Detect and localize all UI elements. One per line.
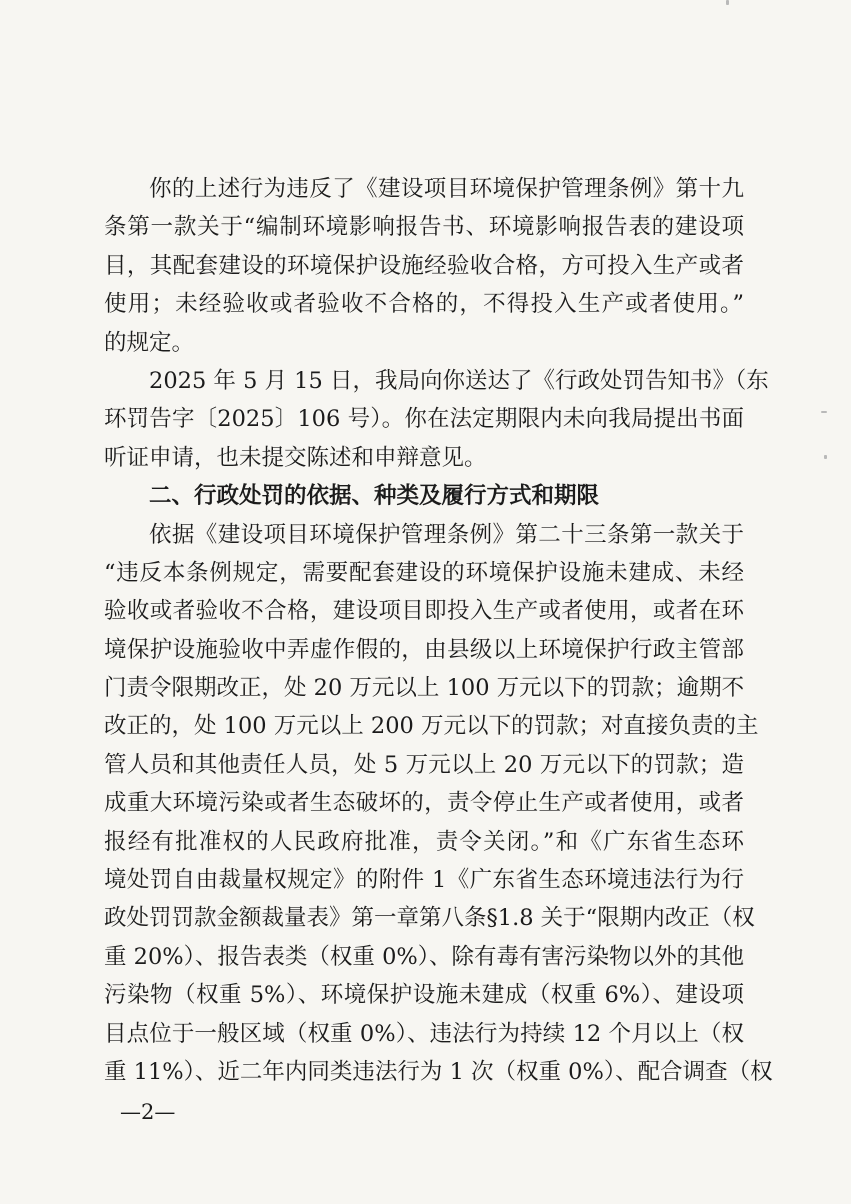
- paragraph-2-line-3: 听证申请，也未提交陈述和申辩意见。: [104, 444, 487, 471]
- paragraph-1-line-4: 使用；未经验收或者验收不合格的，不得投入生产或者使用。”: [104, 291, 744, 318]
- paragraph-3-line-3: 验收或者验收不合格，建设项目即投入生产或者使用，或者在环: [104, 598, 744, 625]
- paragraph-3-line-8: 成重大环境污染或者生态破坏的，责令停止生产或者使用，或者: [104, 790, 744, 817]
- paragraph-3-line-15: 重 11%）、近二年内同类违法行为 1 次（权重 0%）、配合调查（权: [104, 1058, 773, 1085]
- paragraph-3-line-12: 重 20%）、报告表类（权重 0%）、除有毒有害污染物以外的其他: [104, 943, 745, 970]
- paragraph-3-line-9: 报经有批准权的人民政府批准，责令关闭。”和《广东省生态环: [104, 828, 744, 855]
- paragraph-1-line-3: 目，其配套建设的环境保护设施经验收合格，方可投入生产或者: [104, 252, 744, 279]
- paragraph-3-line-14: 目点位于一般区域（权重 0%）、违法行为持续 12 个月以上（权: [104, 1020, 744, 1047]
- scan-speck: [821, 411, 827, 413]
- paragraph-3-line-11: 政处罚罚款金额裁量表》第一章第八条§1.8 关于“限期内改正（权: [104, 905, 755, 932]
- paragraph-3-line-6: 改正的，处 100 万元以上 200 万元以下的罚款；对直接负责的主: [104, 713, 759, 740]
- paragraph-3-line-1: 依据《建设项目环境保护管理条例》第二十三条第一款关于: [149, 521, 744, 548]
- paragraph-3-line-10: 境处罚自由裁量权规定》的附件 1《广东省生态环境违法行为行: [104, 867, 744, 894]
- section-heading: 二、行政处罚的依据、种类及履行方式和期限: [149, 483, 600, 510]
- paragraph-3-line-2: “违反本条例规定，需要配套建设的环境保护设施未建成、未经: [104, 559, 744, 586]
- scan-speck: [726, 0, 729, 5]
- paragraph-2-line-1: 2025 年 5 月 15 日，我局向你送达了《行政处罚告知书》（东: [149, 367, 769, 394]
- document-body: [104, 170, 773, 1091]
- paragraph-1-line-5: 的规定。: [104, 329, 195, 356]
- paragraph-3-line-7: 管人员和其他责任人员，处 5 万元以上 20 万元以下的罚款；造: [104, 751, 744, 778]
- page-number: —2—: [120, 1100, 176, 1124]
- paragraph-3-line-13: 污染物（权重 5%）、环境保护设施未建成（权重 6%）、建设项: [104, 982, 744, 1009]
- paragraph-1-line-2: 条第一款关于“编制环境影响报告书、环境影响报告表的建设项: [104, 214, 744, 241]
- paragraph-2-line-2: 环罚告字〔2025〕106 号）。你在法定期限内未向我局提出书面: [104, 406, 744, 433]
- paragraph-3-line-4: 境保护设施验收中弄虚作假的，由县级以上环境保护行政主管部: [104, 636, 744, 663]
- scan-speck: [824, 455, 827, 459]
- paragraph-3-line-5: 门责令限期改正，处 20 万元以上 100 万元以下的罚款；逾期不: [104, 675, 745, 702]
- paragraph-1-line-1: 你的上述行为违反了《建设项目环境保护管理条例》第十九: [149, 176, 744, 202]
